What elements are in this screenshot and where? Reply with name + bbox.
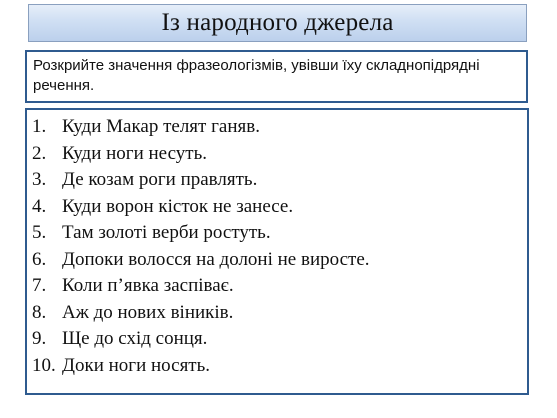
list-item [32, 141, 527, 168]
list-item-text: Там золоті верби ростуть. [62, 222, 271, 243]
list-item [32, 247, 527, 274]
instruction-box [25, 50, 528, 103]
list-item [32, 167, 527, 194]
list-item [32, 220, 527, 247]
list-item [32, 114, 527, 141]
list-item-text: Куди Макар телят ганяв. [62, 116, 260, 137]
page-title: Із народного джерела [161, 9, 394, 36]
list-item-number: 2. [32, 142, 47, 164]
list-item [32, 194, 527, 221]
list-item-text: Де козам роги правлять. [62, 169, 258, 190]
list-item-number: 4. [32, 195, 47, 217]
list-item-text: Доки ноги носять. [62, 354, 211, 376]
list-item [32, 273, 527, 300]
list-item [32, 326, 527, 353]
list-item-text: Куди ноги несуть. [62, 142, 207, 164]
list-item-number: 7. [32, 275, 47, 296]
list-item-number: 10. [32, 354, 56, 376]
phraseology-list-box [25, 108, 529, 395]
list-item [32, 353, 527, 380]
list-item [32, 300, 527, 327]
list-item-number: 6. [32, 248, 47, 270]
list-item-text: Ще до схід сонця. [62, 328, 208, 349]
list-item-number: 9. [32, 328, 47, 349]
list-item-text: Куди ворон кісток не занесе. [62, 195, 294, 217]
list-item-number: 3. [32, 169, 47, 190]
list-item-text: Аж до нових віників. [62, 301, 234, 323]
list-item-number: 8. [32, 301, 47, 323]
title-banner [28, 4, 527, 42]
phraseology-list [32, 114, 527, 379]
instruction-text: Розкрийте значення фразеологізмів, увівши їху складнопідрядні речення. [33, 57, 480, 94]
list-item-number: 1. [32, 116, 47, 137]
list-item-text: Допоки волосся на долоні не виросте. [62, 248, 370, 270]
list-item-text: Коли п’явка заспіває. [62, 275, 234, 296]
list-item-number: 5. [32, 222, 47, 243]
